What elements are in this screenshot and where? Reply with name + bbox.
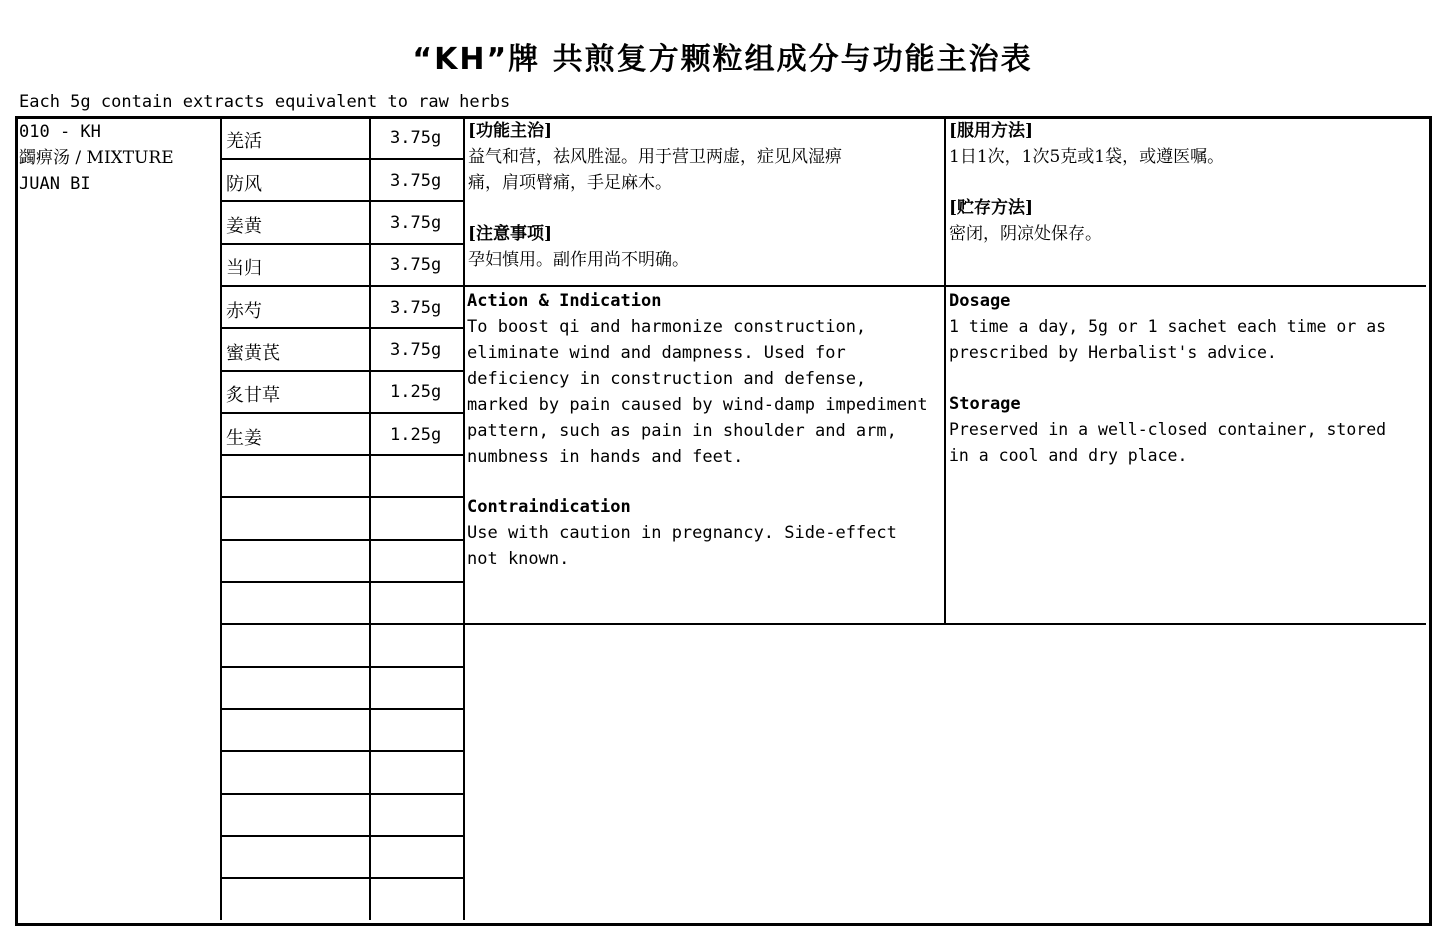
cn-caution-text: 孕妇慎用。副作用尚不明确。 <box>468 250 689 270</box>
subtitle: Each 5g contain extracts equivalent to raw herbs <box>19 92 511 112</box>
herb-quantity: 3.75g <box>390 340 442 360</box>
herb-name: 当归 <box>226 258 262 279</box>
en-contra-text: Use with caution in pregnancy. Side-effect not known. <box>467 523 897 569</box>
herb-name: 姜黄 <box>226 216 262 237</box>
table-row-divider <box>222 666 463 668</box>
table-row-divider <box>222 496 463 498</box>
cn-storage-heading: [贮存方法] <box>949 198 1034 218</box>
herb-quantity: 3.75g <box>390 171 442 191</box>
table-row-divider <box>222 285 463 287</box>
herb-quantity: 3.75g <box>390 255 442 275</box>
en-indication-text: To boost qi and harmonize construction, eliminate wind and dampness. Used for deficiency in construction and defense, marked by pain caused by wind-damp impediment pattern, such as pain in shoulder and arm, numbness in hands and feet. <box>467 317 928 467</box>
table-row-divider <box>222 835 463 837</box>
herb-name: 赤芍 <box>226 301 262 322</box>
herb-name: 生姜 <box>226 428 262 449</box>
herb-name: 炙甘草 <box>226 385 280 406</box>
divider <box>463 119 465 920</box>
divider <box>944 119 946 624</box>
cn-caution-heading: [注意事项] <box>468 224 553 244</box>
table-row-divider <box>222 750 463 752</box>
product-name-en: JUAN BI <box>19 174 91 194</box>
table-row-divider <box>222 539 463 541</box>
table-row-divider <box>222 454 463 456</box>
divider <box>465 285 1426 287</box>
cn-indication-heading: [功能主治] <box>468 121 553 141</box>
divider <box>465 623 1426 625</box>
herb-quantity: 3.75g <box>390 298 442 318</box>
herb-name: 羌活 <box>226 131 262 152</box>
herb-quantity: 1.25g <box>390 425 442 445</box>
table-row-divider <box>222 412 463 414</box>
table-row-divider <box>222 370 463 372</box>
table-row-divider <box>222 200 463 202</box>
en-storage-heading: Storage <box>949 394 1021 414</box>
en-storage-text: Preserved in a well-closed container, stored in a cool and dry place. <box>949 420 1387 465</box>
table-row-divider <box>222 327 463 329</box>
en-indication-heading: Action & Indication <box>467 291 662 311</box>
cn-indication-text: 益气和营，祛风胜湿。用于营卫两虚，症见风湿痹 痛，肩项臂痛，手足麻木。 <box>468 147 842 193</box>
product-code: 010 - KH <box>19 122 101 142</box>
herb-quantity: 3.75g <box>390 213 442 233</box>
table-row-divider <box>222 708 463 710</box>
divider <box>369 119 371 920</box>
herb-quantity: 3.75g <box>390 128 442 148</box>
table-row-divider <box>222 793 463 795</box>
table-row-divider <box>222 158 463 160</box>
table-row-divider <box>222 877 463 879</box>
herb-name: 蜜黄芪 <box>226 343 280 364</box>
en-contra-heading: Contraindication <box>467 497 631 517</box>
cn-dosage-text: 1日1次，1次5克或1袋，或遵医嘱。 <box>949 147 1225 167</box>
table-row-divider <box>222 243 463 245</box>
en-dosage-text: 1 time a day, 5g or 1 sachet each time or as prescribed by Herbalist's advice. <box>949 317 1387 362</box>
cn-storage-text: 密闭，阴凉处保存。 <box>949 224 1102 244</box>
table-row-divider <box>222 581 463 583</box>
herb-quantity: 1.25g <box>390 382 442 402</box>
page-title: “KH”牌 共煎复方颗粒组成分与功能主治表 <box>412 42 1033 77</box>
table-row-divider <box>222 623 463 625</box>
divider <box>220 119 222 920</box>
cn-dosage-heading: [服用方法] <box>949 121 1034 141</box>
herb-name: 防风 <box>226 174 262 195</box>
product-name-cn: 蠲痹汤 / MIXTURE <box>19 148 174 168</box>
en-dosage-heading: Dosage <box>949 291 1011 311</box>
